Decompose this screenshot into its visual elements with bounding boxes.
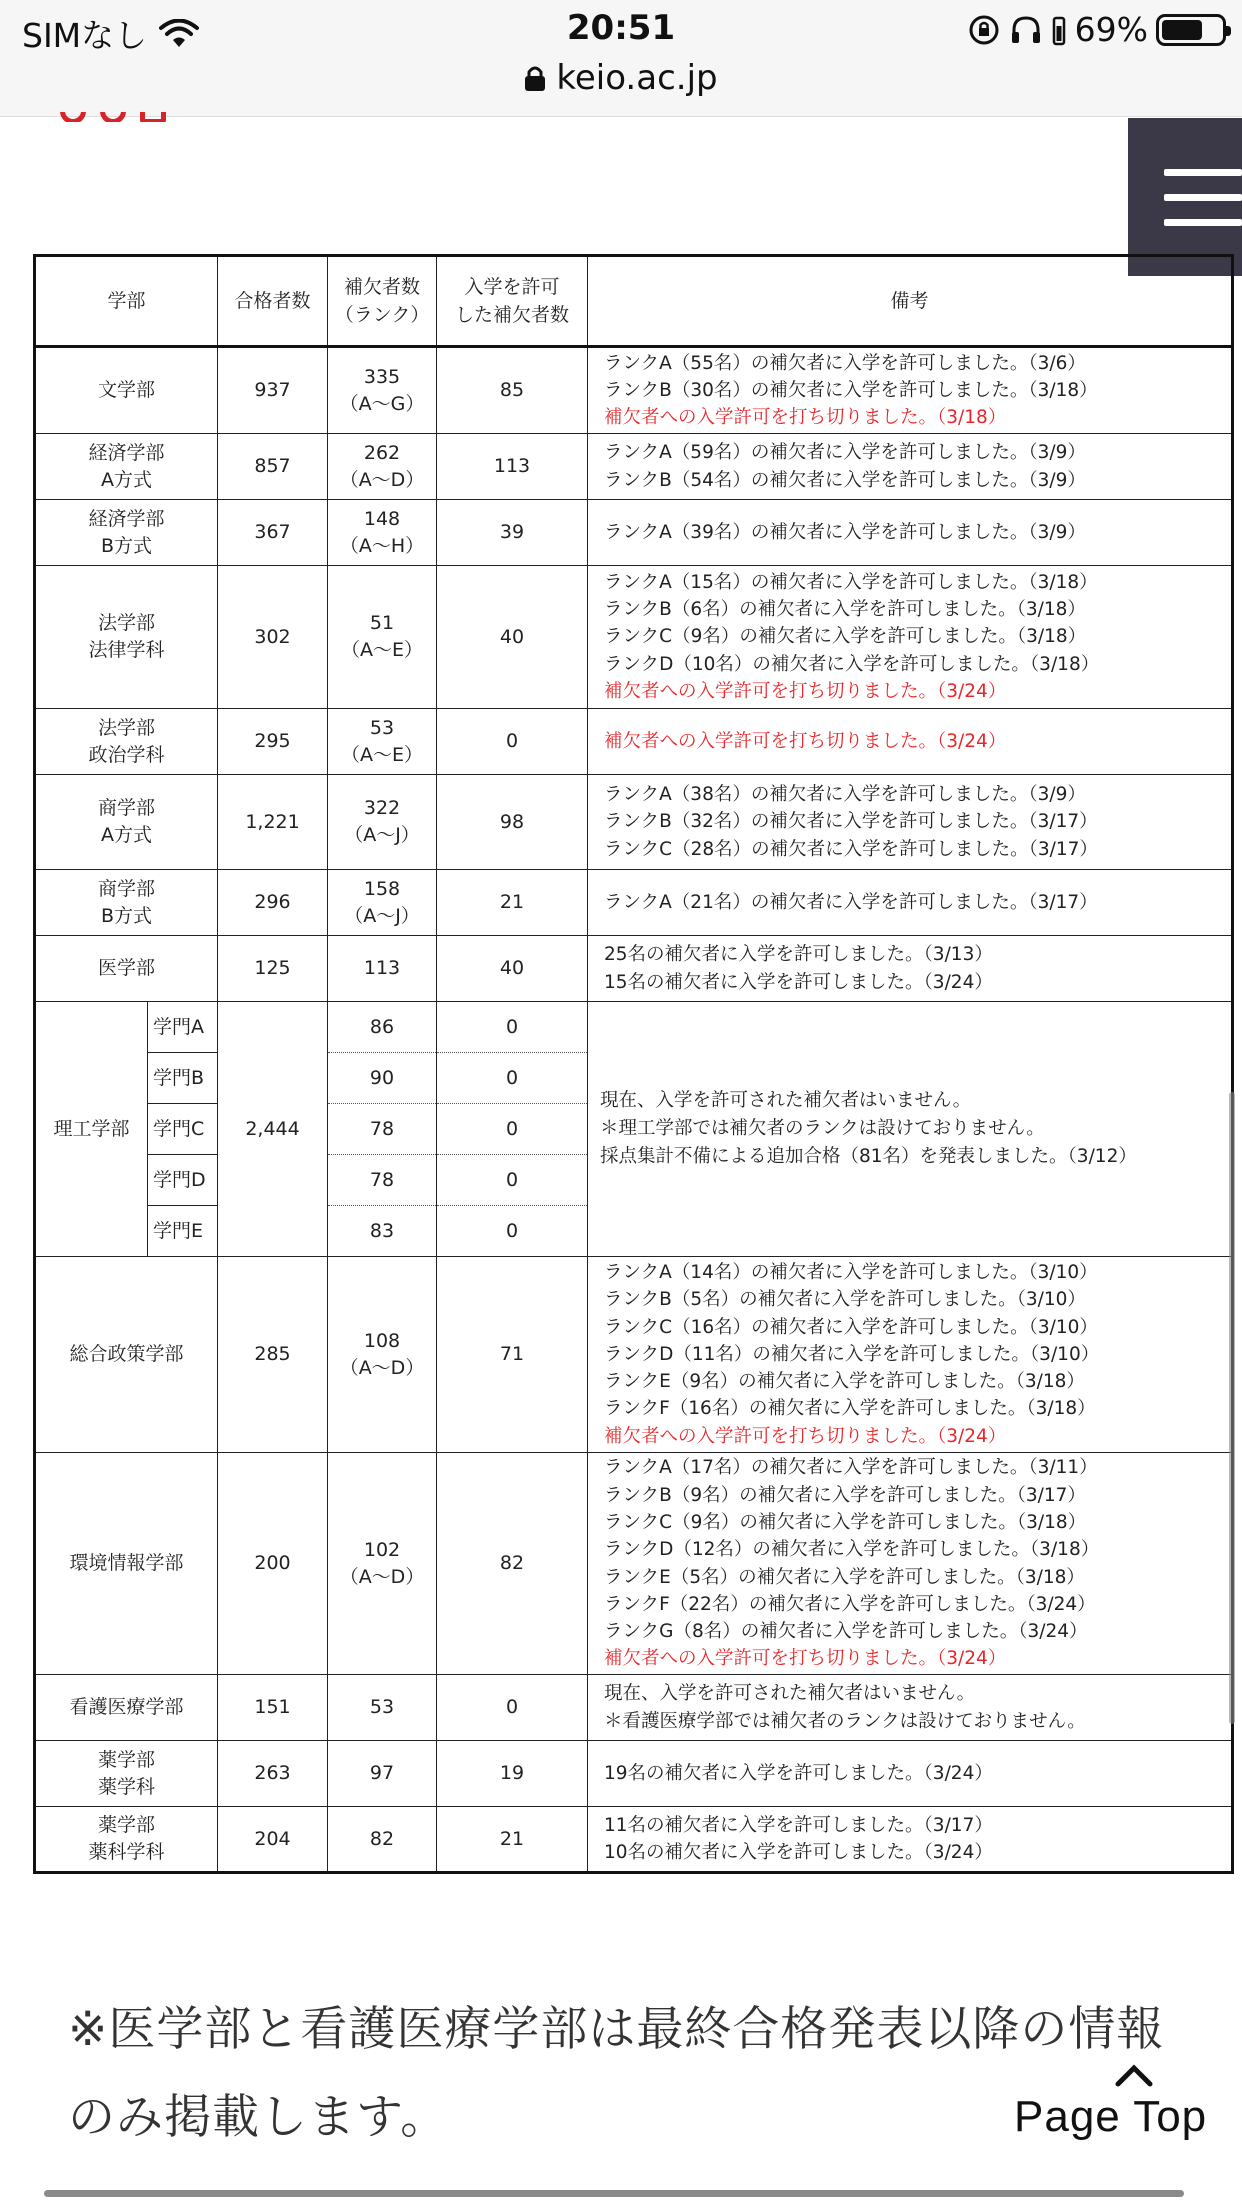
header-waitlist: 補欠者数 （ランク） <box>328 256 437 347</box>
footnote: ※医学部と看護医療学部は最終合格発表以降の情報のみ掲載します。 <box>68 2002 1165 2145</box>
waitlist-count: 82 <box>369 1827 395 1850</box>
passed-cell: 295 <box>218 709 328 775</box>
passed-cell: 367 <box>218 500 328 566</box>
note-line-closed: 補欠者への入学許可を打ち切りました。（3/24） <box>604 730 1007 752</box>
passed-cell: 857 <box>218 434 328 500</box>
cell-line: 薬学部 <box>98 1748 156 1771</box>
admitted-cell: 40 <box>437 566 588 709</box>
notes-cell <box>588 566 1233 709</box>
note-line: ＊理工学部では補欠者のランクは設けておりません。 <box>600 1118 1045 1139</box>
cell-line: 薬科学科 <box>88 1841 165 1863</box>
waitlist-rank: （A〜J） <box>344 904 420 927</box>
passed-cell: 263 <box>218 1741 328 1807</box>
dept-cell <box>35 709 218 775</box>
sub-dept-cell: 学門A <box>148 1002 218 1053</box>
cell-line: 政治学科 <box>88 743 165 766</box>
waitlist-rank: （A〜D） <box>339 1356 425 1379</box>
waitlist-count: 97 <box>369 1762 395 1784</box>
note-line: ランクA（55名）の補欠者に入学を許可しました。（3/6） <box>604 352 1086 374</box>
waitlist-count: 148 <box>363 507 401 530</box>
waitlist-count: 53 <box>369 716 395 739</box>
table-row <box>35 566 1233 709</box>
dept-cell <box>35 434 218 500</box>
note-line: 19名の補欠者に入学を許可しました。（3/24） <box>604 1762 993 1784</box>
dept-cell <box>35 347 218 434</box>
admitted-cell: 40 <box>437 936 588 1002</box>
dept-cell <box>35 870 218 936</box>
waitlist-count: 262 <box>363 441 401 464</box>
cell-line: 法学部 <box>98 612 156 634</box>
admitted-cell: 21 <box>437 870 588 936</box>
cell-line: 総合政策学部 <box>69 1343 184 1365</box>
note-line: ランクF（22名）の補欠者に入学を許可しました。（3/24） <box>604 1593 1096 1615</box>
note-line: 11名の補欠者に入学を許可しました。（3/17） <box>604 1814 993 1836</box>
headphones-icon <box>1009 13 1043 47</box>
note-line: ランクB（30名）の補欠者に入学を許可しました。（3/18） <box>604 379 1098 401</box>
waitlist-cell: 78 <box>328 1155 437 1206</box>
battery-percent: 69% <box>1074 10 1148 49</box>
table-row <box>35 1257 1233 1453</box>
table-row <box>35 1453 1233 1675</box>
cell-line: A方式 <box>101 468 152 491</box>
note-line: 25名の補欠者に入学を許可しました。（3/13） <box>604 944 993 966</box>
dept-cell <box>35 775 218 870</box>
waitlist-count: 158 <box>363 877 401 900</box>
header-notes: 備考 <box>588 256 1233 347</box>
sub-dept-cell: 学門B <box>148 1053 218 1104</box>
notes-cell <box>588 500 1233 566</box>
note-line: ランクD（11名）の補欠者に入学を許可しました。（3/10） <box>604 1343 1100 1365</box>
cell-line: 経済学部 <box>88 507 165 530</box>
cell-line: 薬学科 <box>98 1775 156 1798</box>
note-line: ランクE（5名）の補欠者に入学を許可しました。（3/18） <box>604 1566 1085 1588</box>
waitlist-cell: 83 <box>328 1206 437 1257</box>
table-row <box>35 500 1233 566</box>
browser-top-bar <box>0 0 1242 117</box>
passed-cell: 204 <box>218 1807 328 1873</box>
waitlist-rank: （A〜J） <box>344 824 420 846</box>
note-line: ランクB（6名）の補欠者に入学を許可しました。（3/18） <box>604 599 1086 621</box>
table-row <box>35 936 1233 1002</box>
waitlist-count: 53 <box>369 1696 395 1718</box>
notes-cell <box>588 1807 1233 1873</box>
table-row <box>35 1675 1233 1741</box>
dept-cell <box>35 1807 218 1873</box>
admitted-cell: 0 <box>437 709 588 775</box>
waitlist-rank: （A〜E） <box>341 639 424 661</box>
notes-cell <box>588 1257 1233 1453</box>
sub-dept-cell: 学門C <box>148 1104 218 1155</box>
note-line-closed: 補欠者への入学許可を打ち切りました。（3/24） <box>604 1425 1007 1447</box>
notes-cell <box>588 709 1233 775</box>
note-line: ランクD（12名）の補欠者に入学を許可しました。（3/18） <box>604 1539 1100 1561</box>
dept-cell: 理工学部 <box>35 1002 148 1257</box>
table-row <box>35 775 1233 870</box>
header-dept: 学部 <box>35 256 218 347</box>
notes-cell <box>588 347 1233 434</box>
admitted-cell: 85 <box>437 347 588 434</box>
header-passed: 合格者数 <box>218 256 328 347</box>
note-line: ＊看護医療学部では補欠者のランクは設けておりません。 <box>604 1710 1086 1732</box>
url-text: keio.ac.jp <box>556 58 718 98</box>
table-row <box>35 347 1233 434</box>
cell-line: 商学部 <box>98 877 156 900</box>
note-line: ランクB（9名）の補欠者に入学を許可しました。（3/17） <box>604 1484 1086 1506</box>
note-line: ランクA（15名）の補欠者に入学を許可しました。（3/18） <box>604 571 1098 593</box>
table-row <box>35 709 1233 775</box>
cell-line: A方式 <box>101 824 152 846</box>
admitted-cell: 0 <box>437 1155 588 1206</box>
cell-line: 法学部 <box>98 716 156 739</box>
note-line: ランクA（14名）の補欠者に入学を許可しました。（3/10） <box>604 1261 1098 1283</box>
status-time: 20:51 <box>566 8 676 48</box>
rotation-lock-icon <box>967 13 1001 47</box>
note-line: ランクD（10名）の補欠者に入学を許可しました。（3/18） <box>604 653 1100 675</box>
header-admitted: 入学を許可 した補欠者数 <box>437 256 588 347</box>
admitted-cell: 0 <box>437 1002 588 1053</box>
waitlist-cell <box>328 775 437 870</box>
admitted-cell: 0 <box>437 1206 588 1257</box>
table-row <box>35 870 1233 936</box>
passed-cell: 285 <box>218 1257 328 1453</box>
note-line: ランクA（39名）の補欠者に入学を許可しました。（3/9） <box>604 521 1086 543</box>
battery-small-icon <box>1051 13 1067 47</box>
cell-line: 経済学部 <box>88 441 165 464</box>
table-row <box>35 1741 1233 1807</box>
waitlist-rank: （A〜E） <box>341 743 424 766</box>
waitlist-rank: （A〜D） <box>339 1565 425 1588</box>
waitlist-cell <box>328 709 437 775</box>
waitlist-count: 322 <box>363 797 401 819</box>
note-line: ランクA（38名）の補欠者に入学を許可しました。（3/9） <box>604 784 1086 806</box>
sub-dept-cell: 学門E <box>148 1206 218 1257</box>
admitted-cell: 82 <box>437 1453 588 1675</box>
cell-line: 法律学科 <box>88 639 165 661</box>
notes-cell <box>588 775 1233 870</box>
table-header-row <box>35 256 1233 347</box>
cell-line: B方式 <box>100 534 153 557</box>
note-line: ランクB（5名）の補欠者に入学を許可しました。（3/10） <box>604 1289 1086 1311</box>
passed-cell: 1,221 <box>218 775 328 870</box>
note-line: ランクC（9名）の補欠者に入学を許可しました。（3/18） <box>604 626 1087 648</box>
note-line: ランクF（16名）の補欠者に入学を許可しました。（3/18） <box>604 1398 1096 1420</box>
waitlist-rank: （A〜H） <box>339 534 425 557</box>
waitlist-count: 108 <box>363 1329 401 1352</box>
cell-line: 薬学部 <box>98 1814 156 1836</box>
cell-line: 文学部 <box>98 379 156 401</box>
waitlist-cell <box>328 1807 437 1873</box>
hamburger-menu-icon[interactable] <box>1128 118 1242 276</box>
note-line-closed: 補欠者への入学許可を打ち切りました。（3/24） <box>604 1648 1007 1670</box>
waitlist-cell <box>328 347 437 434</box>
waitlist-count: 102 <box>363 1538 401 1561</box>
passed-cell: 937 <box>218 347 328 434</box>
notes-cell <box>588 870 1233 936</box>
cell-line: B方式 <box>100 904 153 927</box>
note-line-closed: 補欠者への入学許可を打ち切りました。（3/24） <box>604 680 1007 702</box>
dept-cell <box>35 566 218 709</box>
horizontal-scrollbar[interactable] <box>44 2190 1184 2197</box>
cell-line: 環境情報学部 <box>69 1552 184 1574</box>
dept-cell <box>35 1741 218 1807</box>
sub-dept-cell: 学門D <box>148 1155 218 1206</box>
note-line: ランクB（32名）の補欠者に入学を許可しました。（3/17） <box>604 811 1098 833</box>
note-line: ランクA（59名）の補欠者に入学を許可しました。（3/9） <box>604 442 1086 464</box>
waitlist-cell <box>328 1257 437 1453</box>
cell-line: 医学部 <box>98 957 156 979</box>
waitlist-cell <box>328 936 437 1002</box>
status-right <box>967 10 1226 49</box>
waitlist-rank: （A〜G） <box>339 392 425 415</box>
note-line: ランクA（21名）の補欠者に入学を許可しました。（3/17） <box>604 891 1098 913</box>
waitlist-table <box>33 254 1234 1874</box>
note-line-closed: 補欠者への入学許可を打ち切りました。（3/18） <box>604 407 1007 429</box>
waitlist-count: 335 <box>363 365 401 388</box>
note-line: 採点集計不備による追加合格（81名）を発表しました。（3/12） <box>600 1146 1137 1167</box>
note-line: ランクC（9名）の補欠者に入学を許可しました。（3/18） <box>604 1511 1087 1533</box>
note-line: ランクG（8名）の補欠者に入学を許可しました。（3/24） <box>604 1621 1088 1643</box>
note-line: ランクE（9名）の補欠者に入学を許可しました。（3/18） <box>604 1371 1085 1393</box>
address-bar[interactable] <box>0 58 1242 98</box>
table-row <box>35 434 1233 500</box>
waitlist-cell <box>328 1453 437 1675</box>
passed-cell: 2,444 <box>218 1002 328 1257</box>
admitted-cell: 98 <box>437 775 588 870</box>
dept-cell <box>35 500 218 566</box>
note-line: ランクC（16名）の補欠者に入学を許可しました。（3/10） <box>604 1316 1098 1338</box>
waitlist-count: 113 <box>363 957 401 979</box>
notes-cell <box>588 434 1233 500</box>
dept-cell <box>35 1675 218 1741</box>
dept-cell <box>35 1453 218 1675</box>
cell-line: 商学部 <box>98 797 156 819</box>
passed-cell: 302 <box>218 566 328 709</box>
admitted-cell: 0 <box>437 1104 588 1155</box>
note-line: 現在、入学を許可された補欠者はいません。 <box>600 1090 972 1111</box>
carrier-label: SIMなし <box>22 16 148 55</box>
note-line: 15名の補欠者に入学を許可しました。（3/24） <box>604 971 993 993</box>
battery-level <box>1162 20 1202 40</box>
admitted-cell: 19 <box>437 1741 588 1807</box>
waitlist-cell <box>328 500 437 566</box>
page-top-button[interactable] <box>1014 2062 1242 2142</box>
passed-cell: 151 <box>218 1675 328 1741</box>
note-line: ランクC（28名）の補欠者に入学を許可しました。（3/17） <box>604 838 1098 860</box>
notes-cell <box>588 1002 1233 1257</box>
table-row <box>35 1807 1233 1873</box>
admitted-cell: 21 <box>437 1807 588 1873</box>
dept-cell <box>35 936 218 1002</box>
admitted-cell: 39 <box>437 500 588 566</box>
admitted-cell: 0 <box>437 1053 588 1104</box>
lock-icon <box>524 64 546 92</box>
admitted-cell: 0 <box>437 1675 588 1741</box>
waitlist-cell <box>328 566 437 709</box>
table-row-science <box>35 1002 1233 1053</box>
notes-cell <box>588 936 1233 1002</box>
waitlist-cell <box>328 434 437 500</box>
waitlist-cell: 78 <box>328 1104 437 1155</box>
note-line: ランクA（17名）の補欠者に入学を許可しました。（3/11） <box>604 1457 1098 1479</box>
logo-fragment <box>60 112 240 122</box>
notes-cell <box>588 1741 1233 1807</box>
note-line: 10名の補欠者に入学を許可しました。（3/24） <box>604 1842 993 1863</box>
passed-cell: 125 <box>218 936 328 1002</box>
vertical-scrollbar[interactable] <box>1229 1092 1235 1724</box>
waitlist-cell <box>328 1675 437 1741</box>
notes-cell <box>588 1675 1233 1741</box>
waitlist-cell: 90 <box>328 1053 437 1104</box>
passed-cell: 296 <box>218 870 328 936</box>
dept-cell <box>35 1257 218 1453</box>
page-top-label: Page Top <box>1014 2092 1208 2141</box>
battery-icon <box>1156 14 1226 46</box>
cell-line: 看護医療学部 <box>69 1696 184 1718</box>
waitlist-rank: （A〜D） <box>339 468 425 491</box>
admitted-cell: 71 <box>437 1257 588 1453</box>
admitted-cell: 113 <box>437 434 588 500</box>
chevron-up-icon <box>1114 2062 1154 2088</box>
waitlist-cell: 86 <box>328 1002 437 1053</box>
waitlist-cell <box>328 870 437 936</box>
waitlist-cell <box>328 1741 437 1807</box>
waitlist-count: 51 <box>369 612 395 634</box>
note-line: ランクB（54名）の補欠者に入学を許可しました。（3/9） <box>604 469 1086 491</box>
note-line: 現在、入学を許可された補欠者はいません。 <box>604 1683 976 1705</box>
passed-cell: 200 <box>218 1453 328 1675</box>
notes-cell <box>588 1453 1233 1675</box>
